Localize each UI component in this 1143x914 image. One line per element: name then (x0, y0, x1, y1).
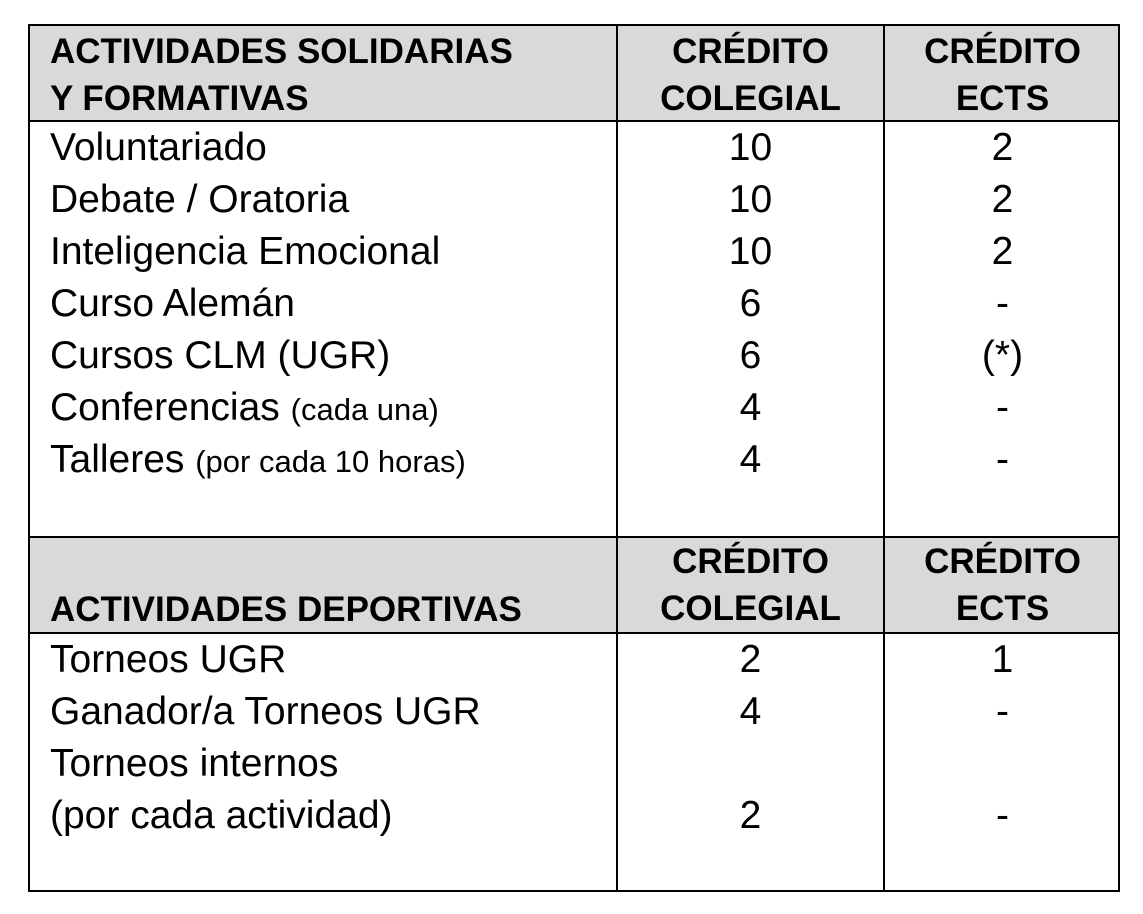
activity-cell: Voluntariado (50, 126, 267, 169)
activity-cell: Inteligencia Emocional (50, 230, 441, 273)
section1-ects-header: CRÉDITO ECTS (924, 32, 1081, 118)
activity-cell: Torneos internos (por cada actividad) (50, 742, 393, 837)
activity-cell: Debate / Oratoria (50, 178, 350, 221)
activity-cell: Talleres (por cada 10 horas) (50, 438, 466, 481)
ects-credit-cell: - (996, 386, 1009, 429)
activity-cell: Torneos UGR (50, 638, 287, 681)
colegial-credit-cell: 6 (739, 334, 762, 377)
activity-note: (cada una) (290, 392, 439, 427)
section2-colegial-header: CRÉDITO COLEGIAL (660, 542, 841, 628)
activity-note: (por cada 10 horas) (195, 444, 466, 479)
ects-credit-cell: - (996, 438, 1009, 481)
ects-credit-cell: - (996, 794, 1009, 837)
ects-credit-cell: 1 (991, 638, 1014, 681)
colegial-credit-cell: 2 (739, 638, 762, 681)
ects-credit-cell: 2 (991, 126, 1014, 169)
colegial-credit-cell: 4 (739, 386, 762, 429)
activity-cell: Cursos CLM (UGR) (50, 334, 391, 377)
ects-credit-cell: (*) (981, 334, 1024, 377)
section2-ects-header: CRÉDITO ECTS (924, 542, 1081, 628)
ects-credit-cell: 2 (991, 178, 1014, 221)
colegial-credit-cell: 2 (739, 794, 762, 837)
ects-credit-cell: - (996, 690, 1009, 733)
section2-activity-header: ACTIVIDADES DEPORTIVAS (50, 590, 522, 629)
colegial-credit-cell: 6 (739, 282, 762, 325)
section1-activity-header: ACTIVIDADES SOLIDARIAS Y FORMATIVAS (50, 32, 513, 118)
colegial-credit-cell: 10 (728, 178, 773, 221)
colegial-credit-cell: 4 (739, 690, 762, 733)
activity-cell: Curso Alemán (50, 282, 295, 325)
activity-cell: Conferencias (cada una) (50, 386, 439, 429)
credits-table (28, 24, 1120, 892)
activity-cell: Ganador/a Torneos UGR (50, 690, 481, 733)
colegial-credit-cell: 4 (739, 438, 762, 481)
section1-colegial-header: CRÉDITO COLEGIAL (660, 32, 841, 118)
ects-credit-cell: - (996, 282, 1009, 325)
ects-credit-cell: 2 (991, 230, 1014, 273)
colegial-credit-cell: 10 (728, 126, 773, 169)
colegial-credit-cell: 10 (728, 230, 773, 273)
